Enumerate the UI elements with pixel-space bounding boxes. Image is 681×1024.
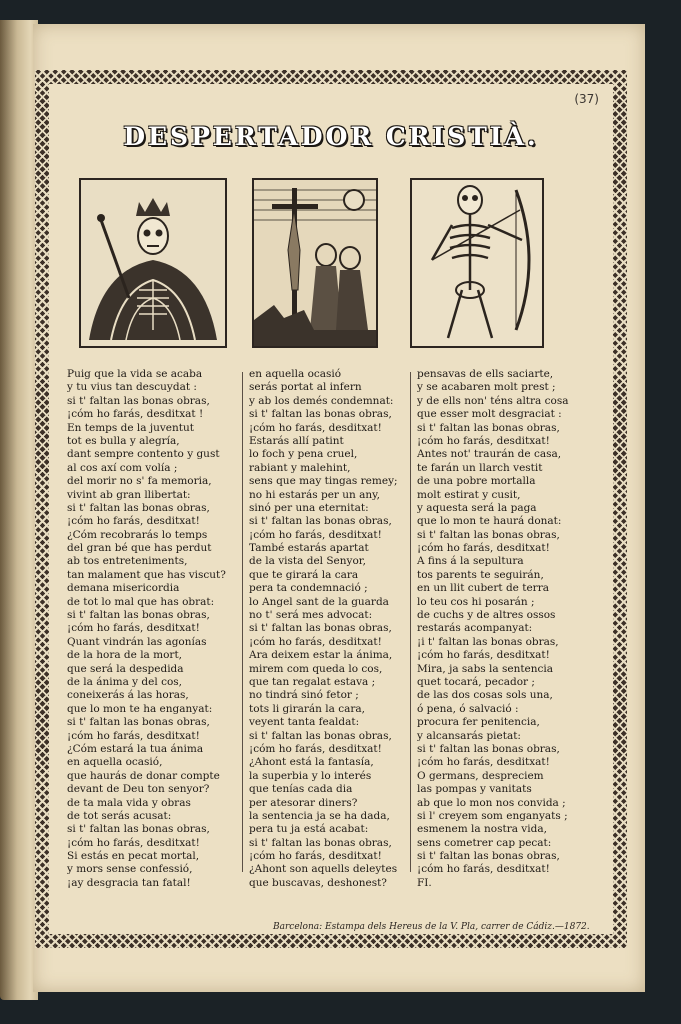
ornamental-border xyxy=(35,70,627,948)
poem-line: de una pobre mortalla xyxy=(417,475,536,488)
poem-line: demana misericordia xyxy=(67,582,180,595)
poem-line: sens que may tingas remey; xyxy=(249,475,398,488)
page-title: DESPERTADOR CRISTIÀ. xyxy=(123,122,539,151)
poem-line: tan malament que has viscut? xyxy=(67,568,226,581)
poem-line: devant de Deu ton senyor? xyxy=(67,783,210,796)
poem-line: y aquesta será la paga xyxy=(417,501,537,514)
poem-line: que haurás de donar compte xyxy=(67,769,220,782)
poem-line: ¿Ahont está la fantasía, xyxy=(249,756,374,769)
poem-line: no t' será mes advocat: xyxy=(249,609,373,622)
poem-line: ¡cóm ho farás, desditxat ! xyxy=(67,408,204,421)
poem-line: si t' faltan las bonas obras, xyxy=(67,609,210,622)
poem-line: Si estás en pecat mortal, xyxy=(67,850,200,863)
poem-line: ¡cóm ho farás, desditxat! xyxy=(67,622,200,635)
poem-line: ¡cóm ho farás, desditxat! xyxy=(249,742,382,755)
poem-line: restarás acompanyat: xyxy=(417,622,533,635)
poem-line: ¡cóm ho farás, desditxat! xyxy=(417,649,550,662)
poem-line: ab que lo mon nos convida ; xyxy=(417,796,566,809)
poem-line: del gran bé que has perdut xyxy=(67,542,212,555)
poem-line: de la hora de la mort, xyxy=(67,649,183,662)
poem-line: y tu vius tan descuydat : xyxy=(67,381,197,394)
poem-line: molt estirat y cusit, xyxy=(417,488,521,501)
page-content xyxy=(49,84,613,934)
poem-line: que lo mon te ha enganyat: xyxy=(67,702,213,715)
poem-line: Antes not' traurán de casa, xyxy=(417,448,562,461)
poem-line: tot es bulla y alegría, xyxy=(67,434,180,447)
column-divider xyxy=(242,372,243,872)
poem-line: quet tocará, pecador ; xyxy=(417,675,535,688)
poem-line: si t' faltan las bonas obras, xyxy=(67,823,210,836)
poem-line: ¡i t' faltan las bonas obras, xyxy=(417,635,559,648)
poem-line: si l' creyem som enganyats ; xyxy=(417,809,568,822)
poem-line: serás portat al infern xyxy=(249,381,362,394)
poem-line: ¡cóm ho farás, desditxat! xyxy=(417,756,550,769)
poem-column-3 xyxy=(417,368,585,890)
poem-line: ¡cóm ho farás, desditxat! xyxy=(249,528,382,541)
poem-line: y se acabaren molt prest ; xyxy=(417,381,556,394)
poem-line: que tan regalat estava ; xyxy=(249,675,376,688)
column-divider xyxy=(410,372,411,872)
poem-line: lo teu cos hi posarán ; xyxy=(417,595,535,608)
poem-line: sens cometrer cap pecat: xyxy=(417,836,552,849)
poem-line: si t' faltan las bonas obras, xyxy=(249,836,392,849)
poem-line: si t' faltan las bonas obras, xyxy=(249,408,392,421)
page-number: (37) xyxy=(574,92,599,106)
book-page xyxy=(33,24,645,992)
poem-line: pera ta condemnació ; xyxy=(249,582,368,595)
poem-line: esmenem la nostra vida, xyxy=(417,823,547,836)
poem-line: rabiant y malehint, xyxy=(249,461,351,474)
poem-line: pera tu ja está acabat: xyxy=(249,823,369,836)
poem-line: la sentencia ja se ha dada, xyxy=(249,809,390,822)
poem-line: que esser molt desgraciat : xyxy=(417,408,562,421)
crowned-skeleton-icon xyxy=(79,178,227,348)
poem-line: ¡cóm ho farás, desditxat! xyxy=(249,850,382,863)
poem-line: que buscavas, deshonest? xyxy=(249,876,387,889)
poem-line: te farán un llarch vestit xyxy=(417,461,543,474)
poem-line: Estarás allí patint xyxy=(249,434,344,447)
poem-line: ¿Cóm estará la tua ánima xyxy=(67,742,204,755)
poem-line: A fins á la sepultura xyxy=(417,555,524,568)
poem-line: ¡cóm ho farás, desditxat! xyxy=(417,434,550,447)
poem-line: que te girará la cara xyxy=(249,568,359,581)
poem-line: mirem com queda lo cos, xyxy=(249,662,383,675)
poem-line: tots li girarán la cara, xyxy=(249,702,365,715)
poem-line: en aquella ocasió, xyxy=(67,756,163,769)
poem-line: y mors sense confessió, xyxy=(67,863,193,876)
poem-line: ¡ay desgracia tan fatal! xyxy=(67,876,191,889)
poem-text xyxy=(67,368,577,888)
poem-line: que lo mon te haurá donat: xyxy=(417,515,562,528)
poem-line: si t' faltan las bonas obras, xyxy=(417,421,560,434)
poem-line: y de ells non' téns altra cosa xyxy=(417,394,569,407)
poem-line: las pompas y vanitats xyxy=(417,783,532,796)
poem-line: ¡cóm ho farás, desditxat! xyxy=(67,729,200,742)
poem-line: per atesorar diners? xyxy=(249,796,358,809)
poem-line: lo foch y pena cruel, xyxy=(249,448,358,461)
poem-line: Ara deixem estar la ánima, xyxy=(249,649,393,662)
poem-line: no tindrá sinó fetor ; xyxy=(249,689,359,702)
poem-line: al cos axí com volía ; xyxy=(67,461,178,474)
poem-line: O germans, despreciem xyxy=(417,769,544,782)
poem-line: de la vista del Senyor, xyxy=(249,555,366,568)
crucifixion-icon xyxy=(252,178,378,348)
poem-line: ¿Ahont son aquells deleytes xyxy=(249,863,398,876)
poem-line: que será la despedida xyxy=(67,662,184,675)
poem-line: En temps de la juventut xyxy=(67,421,194,434)
poem-line: ¡cóm ho farás, desditxat! xyxy=(249,635,382,648)
poem-line: y alcansarás pietat: xyxy=(417,729,521,742)
poem-line: coneixerás á las horas, xyxy=(67,689,189,702)
poem-line: veyent tanta fealdat: xyxy=(249,716,360,729)
poem-line: ¡cóm ho farás, desditxat! xyxy=(67,836,200,849)
poem-line: lo Angel sant de la guarda xyxy=(249,595,389,608)
poem-line: si t' faltan las bonas obras, xyxy=(249,622,392,635)
poem-line: si t' faltan las bonas obras, xyxy=(417,528,560,541)
poem-line: si t' faltan las bonas obras, xyxy=(417,850,560,863)
poem-line: en un llit cubert de terra xyxy=(417,582,549,595)
poem-line: de la ánima y del cos, xyxy=(67,675,182,688)
poem-line: ¡cóm ho farás, desditxat! xyxy=(249,421,382,434)
poem-line: pensavas de ells saciarte, xyxy=(417,368,554,380)
poem-line: no hi estarás per un any, xyxy=(249,488,381,501)
poem-line: de tot lo mal que has obrat: xyxy=(67,595,215,608)
poem-line: si t' faltan las bonas obras, xyxy=(249,729,392,742)
poem-line: sinó per una eternitat: xyxy=(249,501,369,514)
poem-line: Puig que la vida se acaba xyxy=(67,368,203,380)
poem-line: dant sempre contento y gust xyxy=(67,448,220,461)
poem-line: de ta mala vida y obras xyxy=(67,796,191,809)
poem-line: de tot serás acusat: xyxy=(67,809,172,822)
poem-line: en aquella ocasió xyxy=(249,368,342,380)
poem-line: si t' faltan las bonas obras, xyxy=(417,742,560,755)
poem-line: També estarás apartat xyxy=(249,542,369,555)
poem-line: si t' faltan las bonas obras, xyxy=(67,501,210,514)
poem-column-1 xyxy=(67,368,237,890)
poem-line: del morir no s' fa memoria, xyxy=(67,475,212,488)
poem-line: procura fer penitencia, xyxy=(417,716,540,729)
poem-column-2 xyxy=(249,368,419,890)
poem-line: y ab los demés condemnat: xyxy=(249,394,394,407)
archer-skeleton-icon xyxy=(410,178,544,348)
poem-line: tos parents te seguirán, xyxy=(417,568,544,581)
poem-line: ¿Cóm recobrarás lo temps xyxy=(67,528,208,541)
poem-line: si t' faltan las bonas obras, xyxy=(67,716,210,729)
poem-line: ¡cóm ho farás, desditxat! xyxy=(67,515,200,528)
poem-line: ab tos entreteniments, xyxy=(67,555,188,568)
poem-line: Mira, ja sabs la sentencia xyxy=(417,662,554,675)
poem-line: FI. xyxy=(417,876,432,889)
poem-line: Quant vindrán las agonías xyxy=(67,635,207,648)
poem-line: la superbia y lo interés xyxy=(249,769,372,782)
poem-line: si t' faltan las bonas obras, xyxy=(67,394,210,407)
poem-line: de las dos cosas sols una, xyxy=(417,689,553,702)
poem-line: vivint ab gran llibertat: xyxy=(67,488,191,501)
poem-line: que tenías cada dia xyxy=(249,783,353,796)
poem-line: de cuchs y de altres ossos xyxy=(417,609,556,622)
poem-line: ¡cóm ho farás, desditxat! xyxy=(417,542,550,555)
poem-line: si t' faltan las bonas obras, xyxy=(249,515,392,528)
printer-imprint: Barcelona: Estampa dels Hereus de la V. Pla, carrer de Cádiz.—1872. xyxy=(273,922,590,932)
poem-line: ¡cóm ho farás, desditxat! xyxy=(417,863,550,876)
poem-line: ó pena, ó salvació : xyxy=(417,702,519,715)
